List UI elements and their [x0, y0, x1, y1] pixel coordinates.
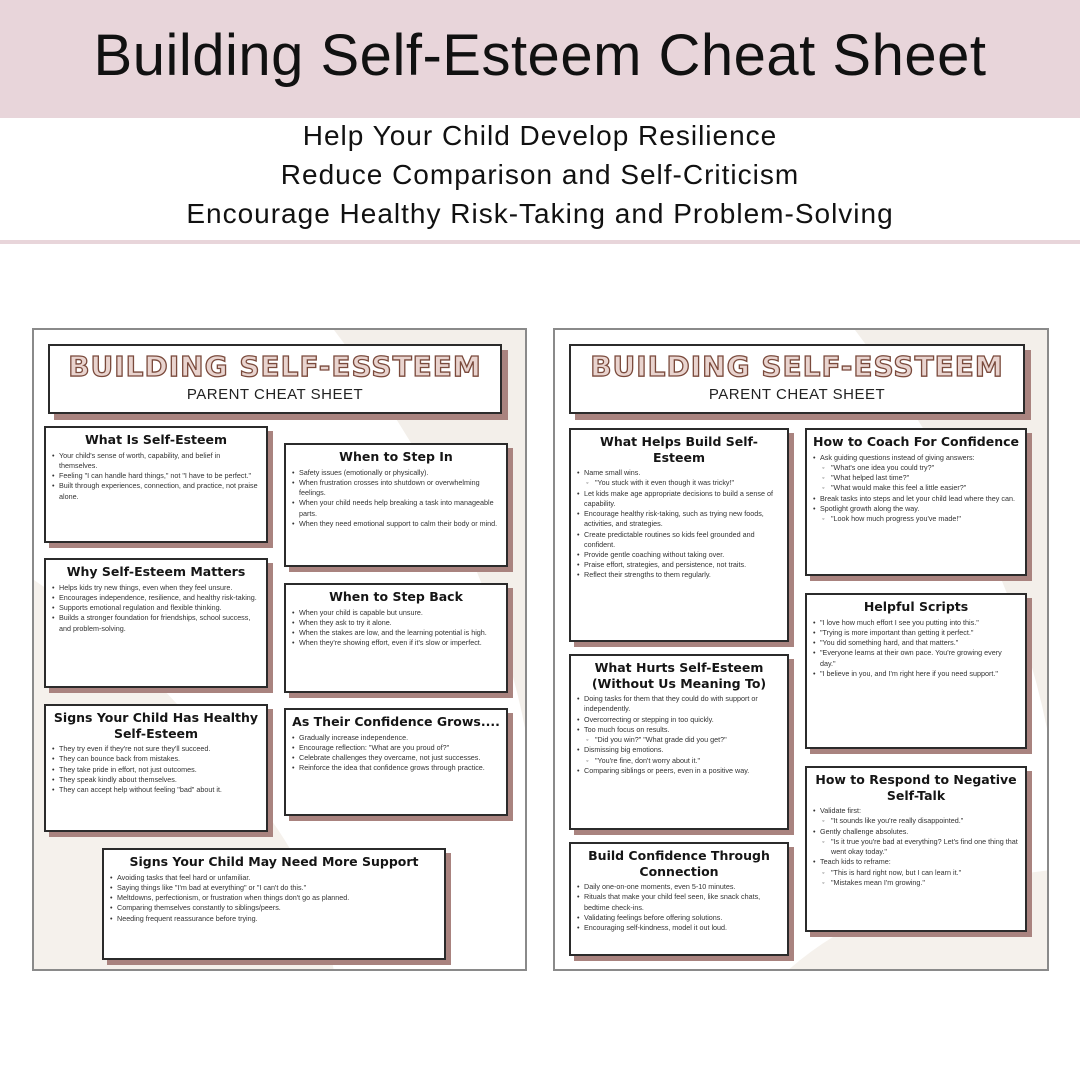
card-title: Signs Your Child May Need More Support	[129, 854, 419, 869]
bullet-item: • They can bounce back from mistakes.	[52, 754, 260, 764]
card-title: Signs Your Child Has Healthy Self-Esteem	[53, 710, 259, 741]
bullet-item: • Supports emotional regulation and flexible thinking.	[52, 603, 260, 613]
card-respond-negative-self-talk	[805, 766, 1027, 932]
bullet-list	[577, 694, 781, 776]
bullet-item: • "You did something hard, and that matters."	[813, 638, 1019, 648]
sub-bullet-item: ◦ "Look how much progress you've made!"	[813, 514, 1019, 524]
bullet-item: • Encourage healthy risk-taking, such as trying new foods, activities, and strategies.	[577, 509, 781, 529]
bullet-item: • Rituals that make your child feel seen, like snack chats, bedtime check-ins.	[577, 892, 781, 912]
card-when-to-step-back	[284, 583, 508, 693]
bullet-item: • Praise effort, strategies, and persistence, not traits.	[577, 560, 781, 570]
bullet-item: • Provide gentle coaching without taking over.	[577, 550, 781, 560]
bullet-item: • When your child needs help breaking a task into manageable parts.	[292, 498, 500, 518]
card-why-self-esteem-matters	[44, 558, 268, 688]
bullet-list	[577, 468, 781, 580]
divider	[0, 240, 1080, 244]
card-title: Helpful Scripts	[863, 599, 969, 614]
card-title: How to Coach For Confidence	[813, 434, 1019, 449]
bullet-item: • When they need emotional support to calm their body or mind.	[292, 519, 500, 529]
bullet-item: • Your child's sense of worth, capability, and belief in themselves.	[52, 451, 260, 471]
sub-bullet-item: ◦ "What helped last time?"	[813, 473, 1019, 483]
bullet-list	[52, 451, 260, 502]
bullet-item: • Avoiding tasks that feel hard or unfamiliar.	[110, 873, 438, 883]
sub-bullet-item: ◦ "What's one idea you could try?"	[813, 463, 1019, 473]
card-what-hurts-self-esteem	[569, 654, 789, 830]
card-signs-need-more-support	[102, 848, 446, 960]
subtitle-line: Reduce Comparison and Self-Criticism	[280, 159, 800, 190]
card-helpful-scripts	[805, 593, 1027, 749]
bullet-item: • Saying things like "I'm bad at everything" or "I can't do this."	[110, 883, 438, 893]
sub-bullet-item: ◦ "This is hard right now, but I can learn it."	[813, 868, 1019, 878]
bullet-item: • Create predictable routines so kids feel grounded and confident.	[577, 530, 781, 550]
bullet-item: • Break tasks into steps and let your child lead where they can.	[813, 494, 1019, 504]
sub-bullet-item: ◦ "You're fine, don't worry about it."	[577, 756, 781, 766]
bullet-item: • Meltdowns, perfectionism, or frustration when things don't go as planned.	[110, 893, 438, 903]
bullet-item: • Doing tasks for them that they could do with support or independently.	[577, 694, 781, 714]
bullet-item: • Built through experiences, connection, and practice, not praise alone.	[52, 481, 260, 501]
bullet-item: • Overcorrecting or stepping in too quickly.	[577, 715, 781, 725]
bullet-list	[813, 806, 1019, 888]
bullet-list	[577, 882, 781, 933]
subtitle-line: Encourage Healthy Risk-Taking and Problem-Solving	[186, 198, 894, 229]
bullet-list	[292, 608, 500, 649]
sheet-header-title: BUILDING SELF-ESSTEEM	[590, 350, 1004, 383]
bullet-item: • They take pride in effort, not just outcomes.	[52, 765, 260, 775]
card-title: When to Step In	[339, 449, 453, 464]
bullet-item: • Validate first:	[813, 806, 1019, 816]
bullet-item: • They try even if they're not sure they'll succeed.	[52, 744, 260, 754]
bullet-item: • Needing frequent reassurance before trying.	[110, 914, 438, 924]
sheet-header-title: BUILDING SELF-ESSTEEM	[68, 350, 482, 383]
bullet-list	[52, 744, 260, 795]
bullet-item: • Gently challenge absolutes.	[813, 827, 1019, 837]
bullet-item: • Celebrate challenges they overcame, not just successes.	[292, 753, 500, 763]
sheet-header-subtitle: PARENT CHEAT SHEET	[708, 386, 886, 403]
bullet-item: • Feeling "I can handle hard things," not "I have to be perfect."	[52, 471, 260, 481]
bullet-item: • Encourage reflection: "What are you proud of?"	[292, 743, 500, 753]
bullet-list	[813, 618, 1019, 679]
bullet-item: • "Everyone learns at their own pace. You're growing every day."	[813, 648, 1019, 668]
sub-bullet-item: ◦ "You stuck with it even though it was tricky!"	[577, 478, 781, 488]
bullet-item: • They speak kindly about themselves.	[52, 775, 260, 785]
bullet-list	[292, 468, 500, 529]
sub-bullet-item: ◦ "What would make this feel a little easier?"	[813, 483, 1019, 493]
bullet-list	[813, 453, 1019, 525]
card-what-helps-build-self-esteem	[569, 428, 789, 642]
subtitle-list	[0, 118, 1080, 240]
bullet-item: • Reflect their strengths to them regularly.	[577, 570, 781, 580]
bullet-item: • Encouraging self-kindness, model it out loud.	[577, 923, 781, 933]
sub-bullet-item: ◦ "Is it true you're bad at everything? Let's find one thing that went okay today."	[813, 837, 1019, 857]
sheet-preview-right	[553, 328, 1049, 971]
bullet-item: • Spotlight growth along the way.	[813, 504, 1019, 514]
bullet-list	[52, 583, 260, 634]
page-title: Building Self-Esteem Cheat Sheet	[93, 23, 987, 88]
bullet-item: • Let kids make age appropriate decisions to build a sense of capability.	[577, 489, 781, 509]
card-title: When to Step Back	[329, 589, 463, 604]
bullet-item: • They can accept help without feeling "bad" about it.	[52, 785, 260, 795]
sub-bullet-item: ◦ "Mistakes mean I'm growing."	[813, 878, 1019, 888]
bullet-item: • When they're showing effort, even if it's slow or imperfect.	[292, 638, 500, 648]
bullet-item: • When frustration crosses into shutdown or overwhelming feelings.	[292, 478, 500, 498]
bullet-item: • Validating feelings before offering solutions.	[577, 913, 781, 923]
bullet-item: • Dismissing big emotions.	[577, 745, 781, 755]
bullet-item: • Builds a stronger foundation for friendships, school success, and problem-solving.	[52, 613, 260, 633]
bullet-item: • Ask guiding questions instead of giving answers:	[813, 453, 1019, 463]
sub-bullet-item: ◦ "Did you win?" "What grade did you get?"	[577, 735, 781, 745]
bullet-list	[292, 733, 500, 774]
card-title: As Their Confidence Grows....	[292, 714, 500, 729]
sheet-preview-left	[32, 328, 527, 971]
sheet-header-subtitle: PARENT CHEAT SHEET	[186, 386, 364, 403]
bullet-item: • Comparing siblings or peers, even in a positive way.	[577, 766, 781, 776]
bullet-item: • Encourages independence, resilience, and healthy risk-taking.	[52, 593, 260, 603]
card-title: What Helps Build Self-Esteem	[600, 434, 758, 465]
bullet-item: • Teach kids to reframe:	[813, 857, 1019, 867]
card-what-is-self-esteem	[44, 426, 268, 543]
subtitle-line: Help Your Child Develop Resilience	[302, 120, 778, 151]
bullet-item: • When your child is capable but unsure.	[292, 608, 500, 618]
bullet-item: • "I believe in you, and I'm right here if you need support."	[813, 669, 1019, 679]
card-title: How to Respond to Negative Self-Talk	[815, 772, 1017, 803]
bullet-list	[110, 873, 438, 924]
card-how-to-coach-for-confidence	[805, 428, 1027, 576]
bullet-item: • Gradually increase independence.	[292, 733, 500, 743]
bullet-item: • Reinforce the idea that confidence grows through practice.	[292, 763, 500, 773]
card-title: What Is Self-Esteem	[85, 432, 227, 447]
sheet-header	[569, 344, 1025, 414]
bullet-item: • "I love how much effort I see you putting into this."	[813, 618, 1019, 628]
bullet-item: • When the stakes are low, and the learning potential is high.	[292, 628, 500, 638]
card-title: Why Self-Esteem Matters	[66, 564, 246, 579]
card-as-confidence-grows	[284, 708, 508, 816]
card-title: What Hurts Self-Esteem (Without Us Meaning To)	[591, 660, 767, 691]
bullet-item: • Safety issues (emotionally or physically).	[292, 468, 500, 478]
bullet-item: • "Trying is more important than getting it perfect."	[813, 628, 1019, 638]
bullet-item: • Helps kids try new things, even when they feel unsure.	[52, 583, 260, 593]
sheet-header	[48, 344, 502, 414]
bullet-item: • Too much focus on results.	[577, 725, 781, 735]
bullet-item: • Comparing themselves constantly to siblings/peers.	[110, 903, 438, 913]
bullet-item: • Daily one-on-one moments, even 5-10 minutes.	[577, 882, 781, 892]
sub-bullet-item: ◦ "It sounds like you're really disappointed."	[813, 816, 1019, 826]
card-signs-healthy-self-esteem	[44, 704, 268, 832]
card-when-to-step-in	[284, 443, 508, 567]
card-confidence-through-connection	[569, 842, 789, 956]
bullet-item: • When they ask to try it alone.	[292, 618, 500, 628]
bullet-item: • Name small wins.	[577, 468, 781, 478]
card-title: Build Confidence Through Connection	[588, 848, 770, 879]
